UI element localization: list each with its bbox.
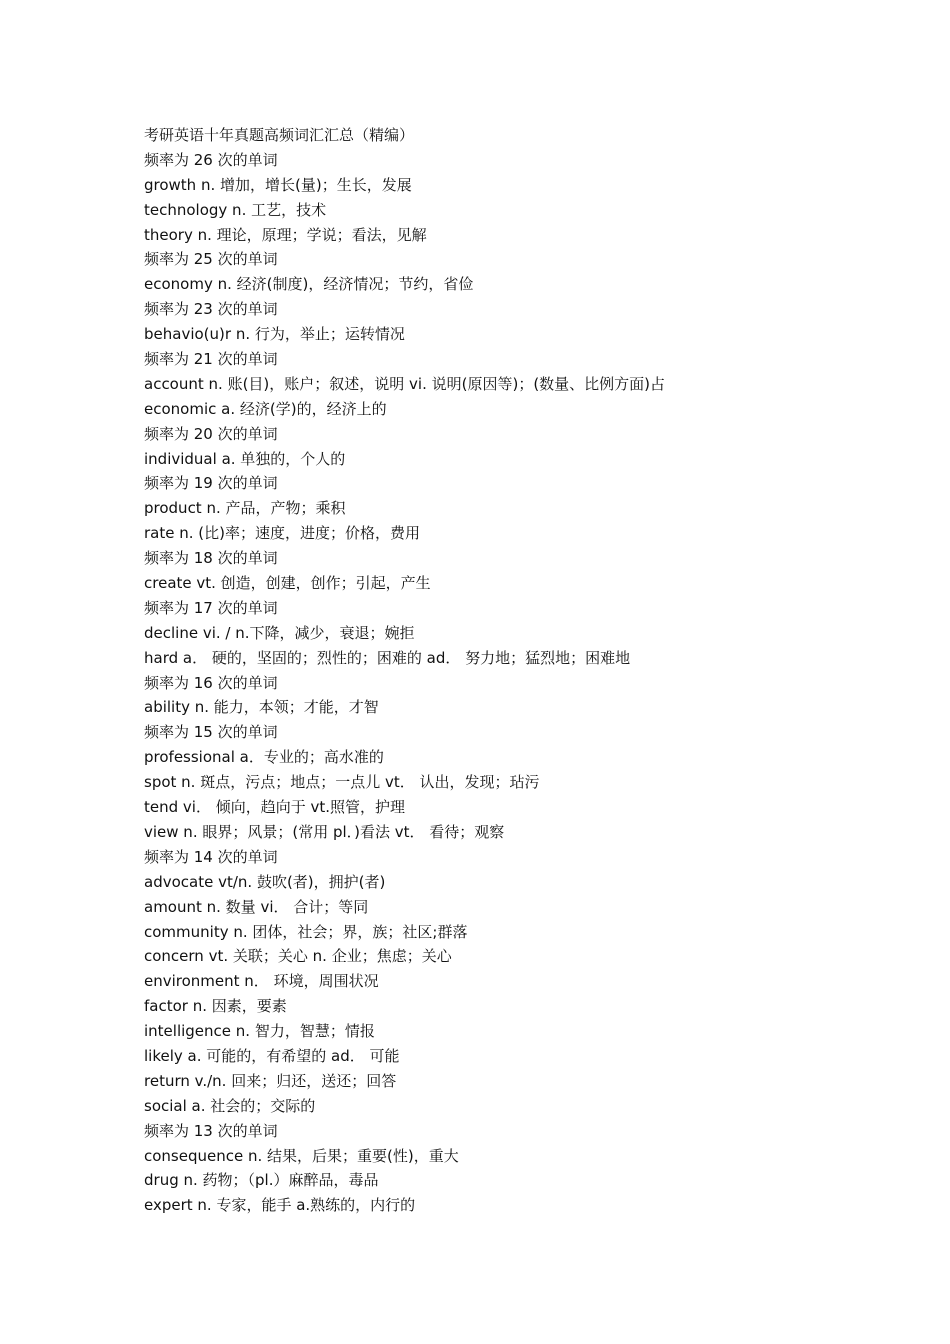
frequency-heading: 频率为 14 次的单词 [144, 847, 278, 866]
vocabulary-entry: account n. 账(目)，账户；叙述，说明 vi. 说明(原因等)；(数量、比例方面)占 [144, 374, 666, 393]
vocabulary-entry: view n. 眼界；风景；(常用 pl．)看法 vt． 看待；观察 [144, 822, 505, 841]
vocabulary-entry: community n. 团体，社会；界，族；社区;群落 [144, 922, 468, 941]
vocabulary-entry: theory n. 理论，原理；学说；看法，见解 [144, 225, 427, 244]
frequency-heading: 频率为 20 次的单词 [144, 424, 278, 443]
frequency-heading: 频率为 26 次的单词 [144, 150, 278, 169]
vocabulary-entry: decline vi. / n.下降，减少，衰退；婉拒 [144, 623, 415, 642]
vocabulary-entry: ability n. 能力，本领；才能，才智 [144, 698, 379, 717]
vocabulary-entry: hard a． 硬的，坚固的；烈性的；困难的 ad． 努力地；猛烈地；困难地 [144, 648, 631, 667]
vocabulary-entry: technology n. 工艺，技术 [144, 200, 327, 219]
vocabulary-entry: consequence n. 结果，后果；重要(性)，重大 [144, 1146, 459, 1165]
document-title: 考研英语十年真题高频词汇汇总（精编） [144, 126, 415, 144]
vocabulary-entry: amount n. 数量 vi． 合计；等同 [144, 897, 369, 916]
frequency-heading: 频率为 23 次的单词 [144, 300, 278, 319]
vocabulary-entry: rate n. (比)率；速度，进度；价格，费用 [144, 524, 420, 543]
vocabulary-entry: advocate vt/n. 鼓吹(者)，拥护(者) [144, 872, 386, 891]
frequency-heading: 频率为 17 次的单词 [144, 598, 278, 617]
vocabulary-entry: concern vt. 关联；关心 n. 企业；焦虑；关心 [144, 947, 452, 966]
vocabulary-entry: spot n. 斑点，污点；地点；一点儿 vt． 认出，发现；玷污 [144, 773, 540, 792]
frequency-heading: 频率为 18 次的单词 [144, 549, 278, 568]
vocabulary-entry: create vt. 创造，创建，创作；引起，产生 [144, 574, 431, 593]
vocabulary-entry: likely a. 可能的，有希望的 ad． 可能 [144, 1046, 400, 1065]
vocabulary-entry: professional a．专业的；高水准的 [144, 748, 384, 767]
vocabulary-entry: environment n． 环境，周围状况 [144, 972, 379, 991]
document-body [144, 123, 844, 1218]
vocabulary-list [144, 148, 844, 1218]
vocabulary-entry: tend vi． 倾向，趋向于 vt.照管，护理 [144, 798, 406, 817]
vocabulary-entry: intelligence n. 智力，智慧；情报 [144, 1022, 375, 1041]
vocabulary-entry: growth n. 增加，增长(量)；生长，发展 [144, 175, 412, 194]
frequency-heading: 频率为 16 次的单词 [144, 673, 278, 692]
vocabulary-entry: return v./n. 回来；归还，送还；回答 [144, 1071, 397, 1090]
vocabulary-entry: expert n. 专家，能手 a.熟练的，内行的 [144, 1196, 416, 1215]
vocabulary-entry: economy n. 经济(制度)，经济情况；节约，省俭 [144, 275, 474, 294]
vocabulary-entry: economic a. 经济(学)的，经济上的 [144, 399, 387, 418]
frequency-heading: 频率为 25 次的单词 [144, 250, 278, 269]
vocabulary-entry: behavio(u)r n. 行为，举止；运转情况 [144, 325, 405, 344]
frequency-heading: 频率为 13 次的单词 [144, 1121, 278, 1140]
vocabulary-entry: factor n. 因素，要素 [144, 997, 287, 1016]
vocabulary-entry: product n. 产品，产物；乘积 [144, 499, 346, 518]
frequency-heading: 频率为 21 次的单词 [144, 350, 278, 369]
vocabulary-entry: social a. 社会的；交际的 [144, 1096, 316, 1115]
frequency-heading: 频率为 15 次的单词 [144, 723, 278, 742]
vocabulary-entry: drug n. 药物；（pl.）麻醉品，毒品 [144, 1171, 379, 1190]
frequency-heading: 频率为 19 次的单词 [144, 474, 278, 493]
vocabulary-entry: individual a. 单独的，个人的 [144, 449, 346, 468]
